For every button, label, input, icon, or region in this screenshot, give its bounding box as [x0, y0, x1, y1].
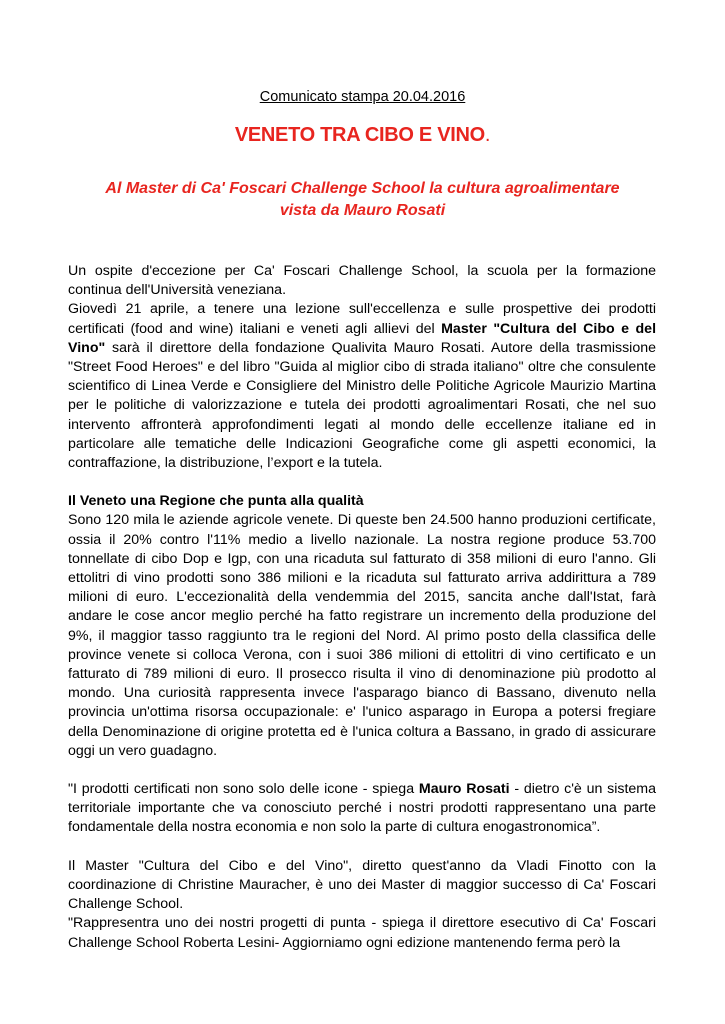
- paragraph-lesson-text-a: Giovedì 21 aprile, a tenere una lezione sull'eccellenza e sulle prospettive dei prodotti certificati (food and wine) italiani e veneti agli allievi del: [68, 301, 656, 337]
- section-heading: [68, 492, 656, 511]
- paragraph-gap: [68, 761, 656, 780]
- paragraph-gap: [68, 473, 656, 492]
- paragraph-lesson-text-b: sarà il direttore della fondazione Qualivita Mauro Rosati. Autore della trasmissione "Street Food Heroes" e del libro "Guida al miglior cibo di strada italiano" oltre che consulente scientifico di Linea Verde e Consigliere del Ministro delle Politiche Agricole Maurizio Martina per le politiche di valorizzazione e tutela dei prodotti agroalimentari Rosati, che nel suo intervento affronterà approfondimenti legati al mondo delle eccellenze italiane ed in particolare alle tematiche delle Indicazioni Geografiche come gli aspetti economici, la contraffazione, la distribuzione, l’export e la tutela.: [68, 339, 656, 472]
- document-body: [68, 262, 656, 953]
- paragraph-quote-lesini: "Rappresentra uno dei nostri progetti di punta - spiega il direttore esecutivo di Ca' Foscari Challenge School Roberta Lesini- Aggiorniamo ogni edizione mantenendo ferma però la: [68, 915, 656, 951]
- title-dot: .: [484, 124, 491, 146]
- master-name-bold: Master "Cultura del Cibo e del Vino": [68, 320, 657, 356]
- paragraph-veneto-stats: Sono 120 mila le aziende agricole venete. Di queste ben 24.500 hanno produzioni certificate, ossia il 20% contro l'11% medio a livello nazionale. La nostra regione produce 53.700 tonnellate di cibo Dop e Igp, con una ricaduta sul fatturato di 358 milioni di euro l'anno. Gli ettolitri di vino prodotti sono 386 milioni e la ricaduta sul fatturato arriva addirittura a 789 milioni di euro. L'eccezionalità della vendemmia del 2015, sancita anche dall'Istat, farà andare le cose ancor meglio perché ha fatto registrare un incremento della produzione del 9%, il maggior tasso raggiunto tra le regioni del Nord. Al primo posto della classifica delle province venete si colloca Verona, con i suoi 386 milioni di ettolitri di vino certificato e un fatturato di 789 milioni di euro. Il prosecco risulta il vino di denominazione più prodotto al mondo. Una curiosità rappresenta invece l'asparago bianco di Bassano, divenuto nella provincia un'ottima risorsa occupazionale: e' l'unico asparago in Europa a potersi fregiare della Denominazione di origine protetta ed è l'unica coltura a Bassano, in grado di assicurare oggi un vero guadagno.: [68, 512, 656, 759]
- quote-text-a: "I prodotti certificati non sono solo delle icone - spiega: [68, 781, 419, 798]
- subtitle-line-1: Al Master di Ca' Foscari Challenge School la cultura agroalimentare: [105, 180, 620, 197]
- paragraph-gap: [68, 838, 656, 857]
- paragraph-quote-rosati: [68, 780, 656, 838]
- paragraph-master-info: Il Master "Cultura del Cibo e del Vino", diretto quest'anno da Vladi Finotto con la coordinazione di Christine Mauracher, è uno dei Master di maggior successo di Ca' Foscari Challenge School.: [68, 857, 656, 913]
- paragraph-intro: Un ospite d'eccezione per Ca' Foscari Challenge School, la scuola per la formazione continua dell'Università veneziana.: [68, 263, 656, 299]
- subtitle-line-2: vista da Mauro Rosati: [279, 202, 446, 219]
- paragraph-lesson: [68, 300, 656, 473]
- quote-text-b: - dietro c'è un sistema territoriale importante che va conosciuto perché i nostri prodotti rappresentano una parte fondamentale della nostra economia e non solo la parte di cultura enogastronomica”.: [68, 781, 656, 836]
- press-release-dateline: Comunicato stampa 20.04.2016: [259, 89, 466, 105]
- section-heading-text: Il Veneto una Regione che punta alla qualità: [68, 493, 364, 510]
- document-title: [0, 124, 725, 147]
- title-text: VENETO TRA CIBO E VINO: [234, 124, 485, 146]
- document-subtitle: [60, 178, 665, 222]
- speaker-name-bold: Mauro Rosati: [418, 781, 510, 798]
